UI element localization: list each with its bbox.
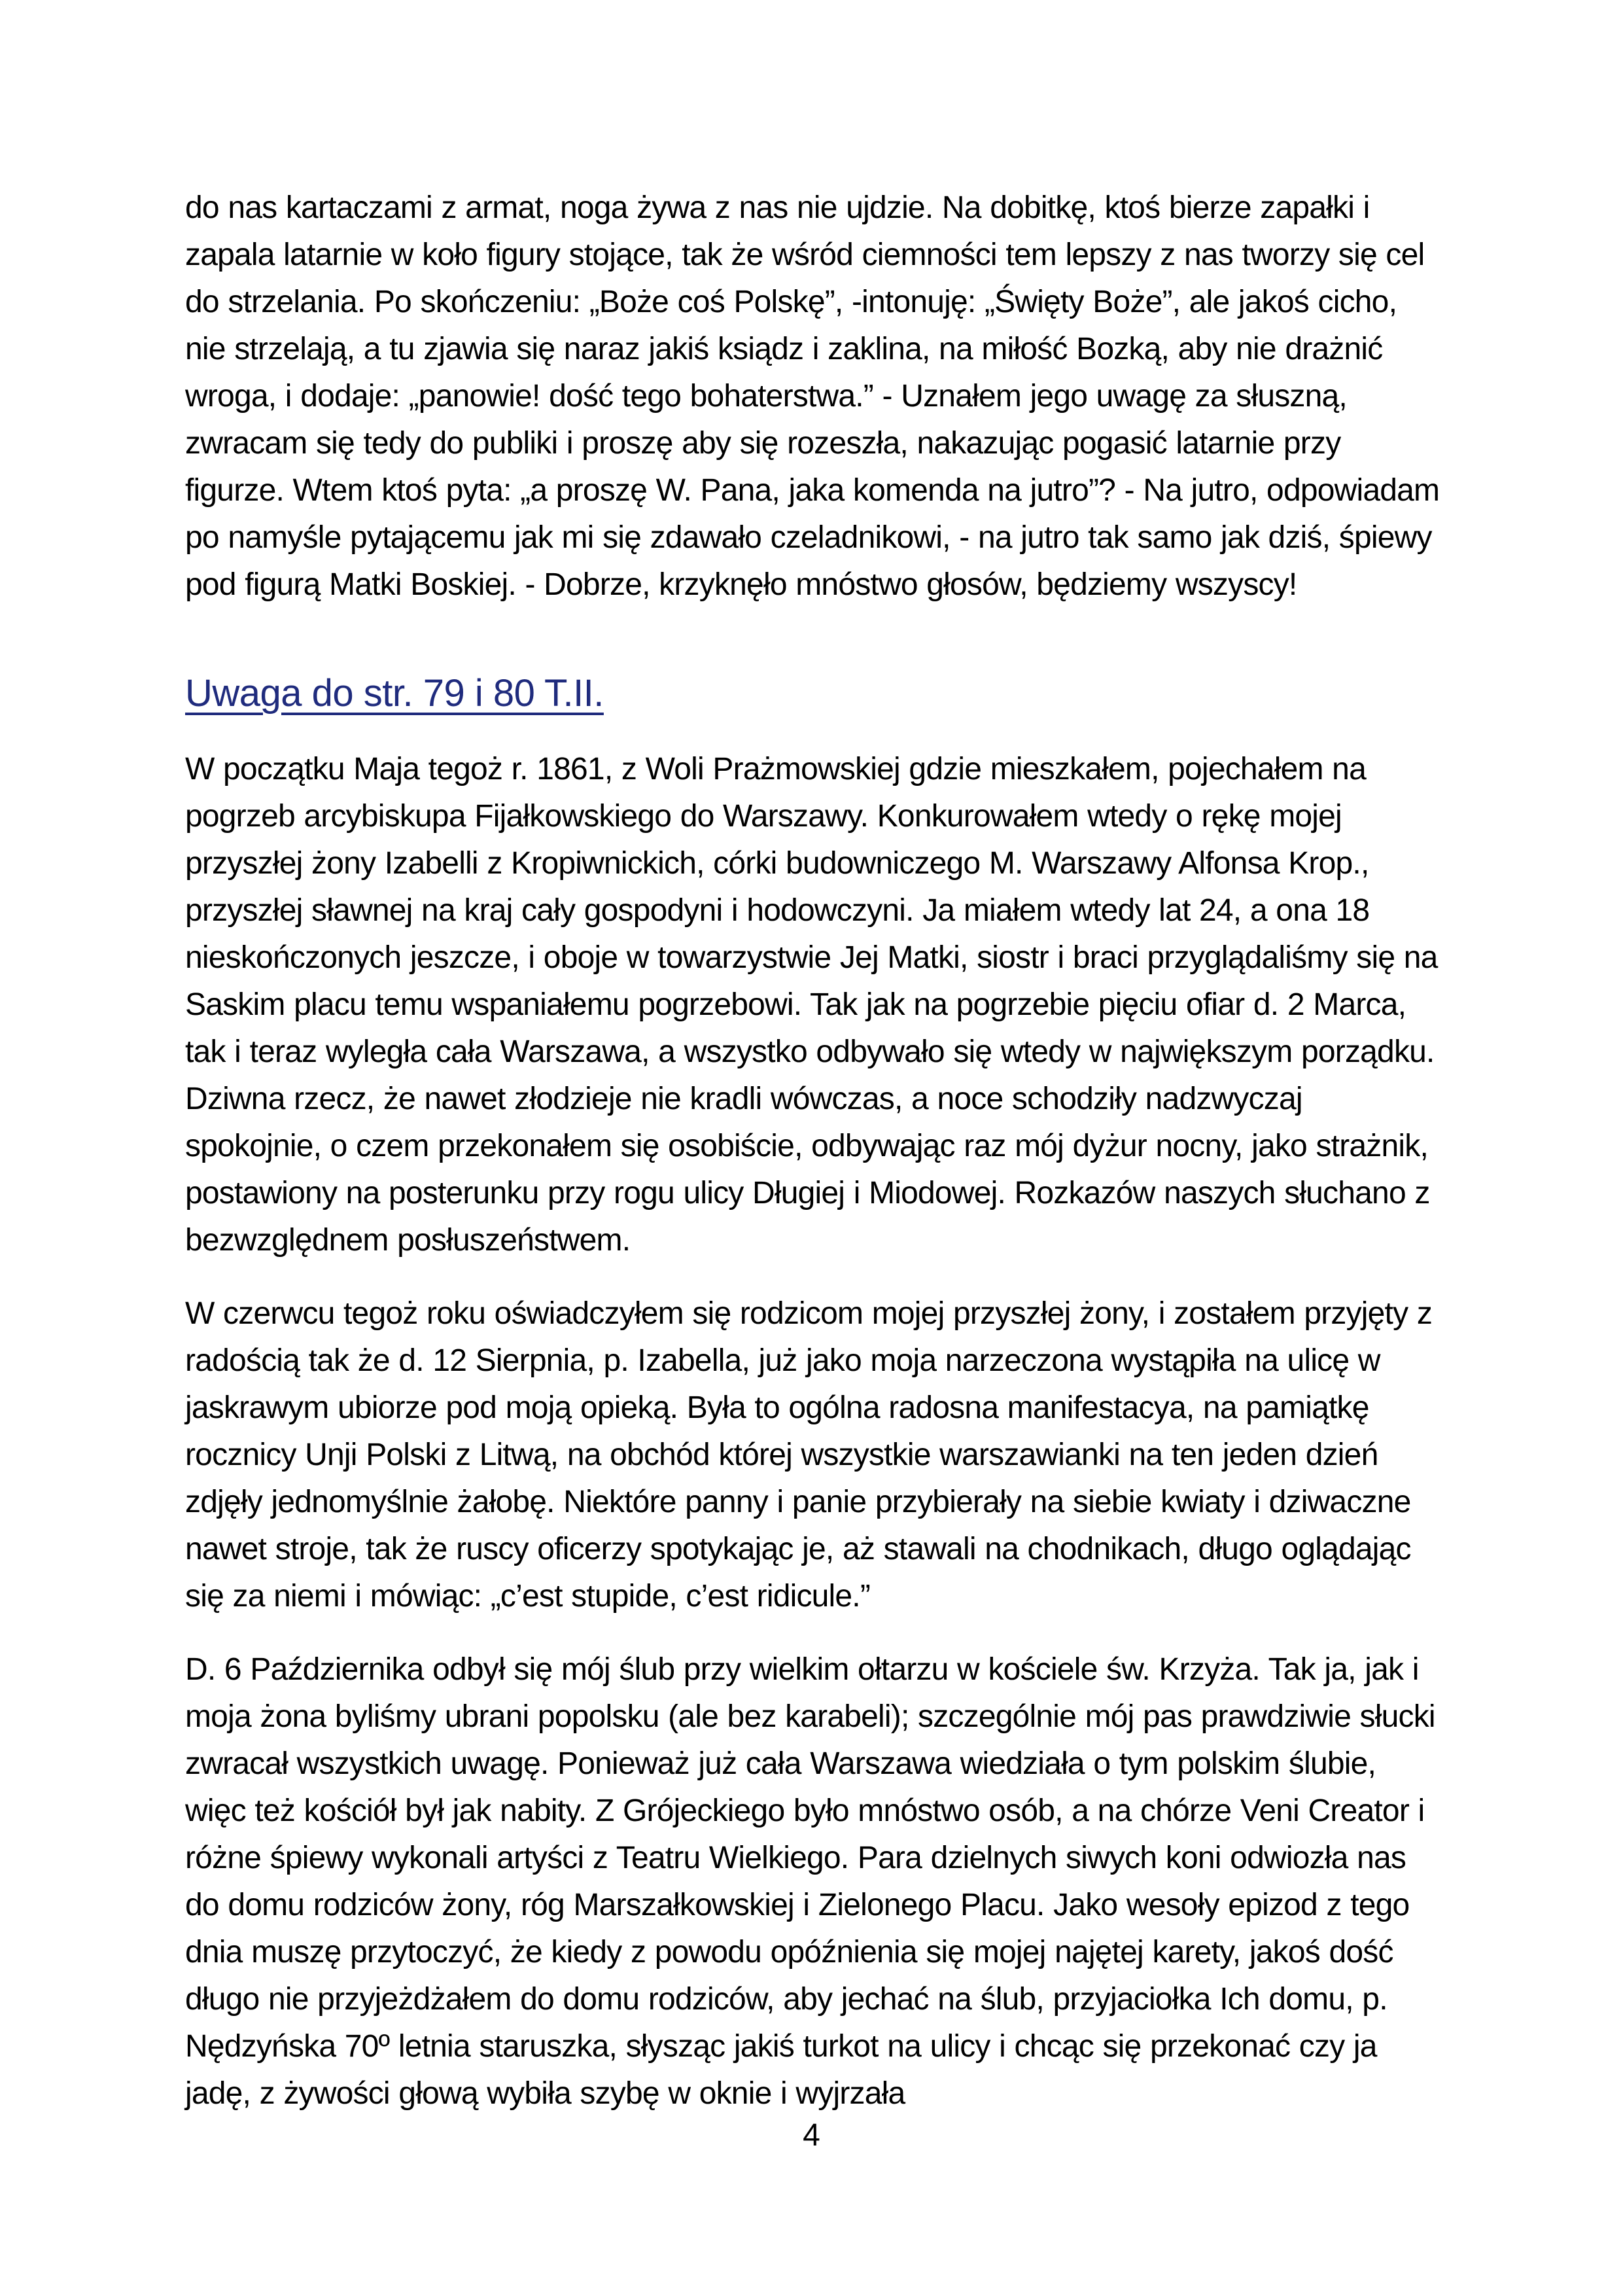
page-number: 4 [803, 2118, 820, 2153]
body-paragraph-1: do nas kartaczami z armat, noga żywa z nas nie ujdzie. Na dobitkę, ktoś bierze zapałki i zapala latarnie w koło figury stojące, tak że wśród ciemności tem lepszy z nas tworzy się cel do strzelania. Po skończeniu: „Boże coś Polskę”, -intonuję: „Święty Boże”, ale jakoś cicho, nie strzelają, a tu zjawia się naraz jakiś ksiądz i zaklina, na miłość Bozką, aby nie drażnić wroga, i dodaje: „panowie! dość tego bohaterstwa.” - Uznałem jego uwagę za słuszną, zwracam się tedy do publiki i proszę aby się rozeszła, nakazując pogasić latarnie przy figurze. Wtem ktoś pyta: „a proszę W. Pana, jaka komenda na jutro”? - Na jutro, odpowiadam po namyśle pytającemu jak mi się zdawało czeladnikowi, - na jutro tak samo jak dziś, śpiewy pod figurą Matki Boskiej. - Dobrze, krzyknęło mnóstwo głosów, będziemy wszyscy! [185, 190, 1440, 602]
body-paragraph-2: W początku Maja tegoż r. 1861, z Woli Prażmowskiej gdzie mieszkałem, pojechałem na pogrzeb arcybiskupa Fijałkowskiego do Warszawy. Konkurowałem wtedy o rękę mojej przyszłej żony Izabelli z Kropiwnickich, córki budowniczego M. Warszawy Alfonsa Krop., przyszłej sławnej na kraj cały gospodyni i hodowczyni. Ja miałem wtedy lat 24, a ona 18 nieskończonych jeszcze, i oboje w towarzystwie Jej Matki, siostr i braci przyglądaliśmy się na Saskim placu temu wspaniałemu pogrzebowi. Tak jak na pogrzebie pięciu ofiar d. 2 Marca, tak i teraz wyległa cała Warszawa, a wszystko odbywało się wtedy w największym porządku. Dziwna rzecz, że nawet złodzieje nie kradli wówczas, a noce schodziły nadzwyczaj spokojnie, o czem przekonałem się osobiście, odbywając raz mój dyżur nocny, jako strażnik, postawiony na posterunku przy rogu ulicy Długiej i Miodowej. Rozkazów naszych słuchano z bezwzględnem posłuszeństwem. [185, 752, 1438, 1258]
section-heading: Uwaga do str. 79 i 80 T.II. [185, 672, 604, 715]
body-paragraph-4: D. 6 Października odbył się mój ślub przy wielkim ołtarzu w kościele św. Krzyża. Tak ja, jak i moja żona byliśmy ubrani popolsku (ale bez karabeli); szczególnie mój pas prawdziwie słucki zwracał wszystkich uwagę. Ponieważ już cała Warszawa wiedziała o tym polskim ślubie, więc też kościół był jak nabity. Z Grójeckiego było mnóstwo osób, a na chórze Veni Creator i różne śpiewy wykonali artyści z Teatru Wielkiego. Para dzielnych siwych koni odwiozła nas do domu rodziców żony, róg Marszałkowskiej i Zielonego Placu. Jako wesoły epizod z tego dnia muszę przytoczyć, że kiedy z powodu opóźnienia się mojej najętej karety, jakoś dość długo nie przyjeżdżałem do domu rodziców, aby jechać na ślub, przyjaciołka Ich domu, p. Nędzyńska 70º letnia staruszka, słysząc jakiś turkot na ulicy i chcąc się przekonać czy ja jadę, z żywości głową wybiła szybę w oknie i wyjrzała [185, 1652, 1435, 2111]
body-paragraph-3: W czerwcu tegoż roku oświadczyłem się rodzicom mojej przyszłej żony, i zostałem przyjęty z radością tak że d. 12 Sierpnia, p. Izabella, już jako moja narzeczona wystąpiła na ulicę w jaskrawym ubiorze pod moją opieką. Była to ogólna radosna manifestacya, na pamiątkę rocznicy Unji Polski z Litwą, na obchód której wszystkie warszawianki na ten jeden dzień zdjęły jednomyślnie żałobę. Niektóre panny i panie przybierały na siebie kwiaty i dziwaczne nawet stroje, tak że ruscy oficerzy spotykając je, aż stawali na chodnikach, długo oglądając się za niemi i mówiąc: „c’est stupide, c’est ridicule.” [185, 1296, 1433, 1614]
page-content [185, 185, 1440, 2117]
